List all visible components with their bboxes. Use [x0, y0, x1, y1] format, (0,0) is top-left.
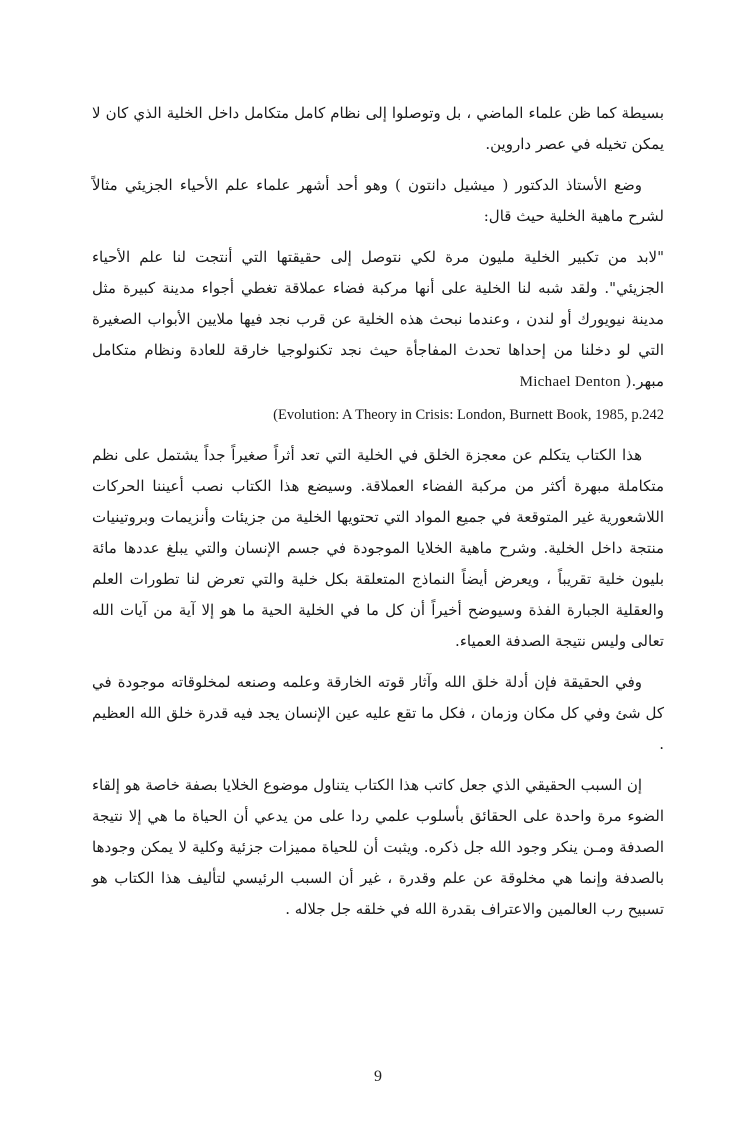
- paragraph-6: إن السبب الحقيقي الذي جعل كاتب هذا الكتاب يتناول موضوع الخلايا بصفة خاصة هو إلقاء الضوء مرة واحدة على الحقائق بأسلوب علمي ردا على من يدعي أن الحياة ما هي إلا نتيجة الصدفة ومـن ينكر وجود الله جل ذكره. ويثبت أن للحياة مميزات جزئية وكلية لا يمكن وجودها بالصدفة وإنما هي مخلوقة عن علم وقدرة ، غير أن السبب الرئيسي لتأليف هذا الكتاب هو تسبيح رب العالمين والاعتراف بقدرة الله في خلقه جل جلاله .: [92, 776, 664, 918]
- citation: (Evolution: A Theory in Crisis: London, Burnett Book, 1985, p.242: [273, 407, 664, 423]
- paragraph-3-quote: [92, 242, 664, 398]
- paragraph-4: هذا الكتاب يتكلم عن معجزة الخلق في الخلية التي تعد أثراً صغيراً جداً يشتمل على نظم متكاملة مبهرة أكثر من مركبة الفضاء العملاقة. وسيضع هذا الكتاب نصب أعيننا الحركات اللاشعورية غير المتوقعة في جميع المواد التي تحتويها الخلية من جزيئات وأنزيمات وبروتينيات منتجة داخل الخلية. وشرح ماهية الخلايا الموجودة في جسم الإنسان والتي يبلغ عددها مائة بليون خلية تقريباً ، ويعرض أيضاً النماذج المتعلقة بكل خلية والتي تعرض لنا تطورات العلم والعقلية الجبارة الفذة وسيوضح أخيراً أن كل ما في الخلية الحية ما هو إلا آية من آيات الله تعالى وليس نتيجة الصدفة العمياء.: [92, 446, 664, 650]
- paragraph-2: وضع الأستاذ الدكتور ( ميشيل دانتون ) وهو أحد أشهر علماء علم الأحياء الجزيئي مثالاً لشرح ماهية الخلية حيث قال:: [92, 176, 664, 225]
- paragraph-5: وفي الحقيقة فإن أدلة خلق الله وآثار قوته الخارقة وعلمه وصنعه لمخلوقاته موجودة في كل شئ وفي كل مكان وزمان ، فكل ما تقع عليه عين الإنسان يجد فيه قدرة خلق الله العظيم .: [92, 673, 664, 753]
- page-number: 9: [374, 1068, 382, 1085]
- page-body: [92, 98, 664, 935]
- quote-text: "لابد من تكبير الخلية مليون مرة لكي نتوصل إلى حقيقتها التي أنتجت لنا علم الأحياء الجزيئي". ولقد شبه لنا الخلية على أنها مركبة فضاء عملاقة تغطي أجواء مدينة كبيرة مثل مدينة نيويورك أو لندن ، وعندما نبحث هذه الخلية عن قرب نجد فيها ملايين الأبواب الصغيرة التي لو دخلنا من إحداها تحدث المفاجأة حيث نجد تكنولوجيا خارقة للعادة ونظام متكامل مبهر.(: [92, 248, 664, 390]
- author-name: Michael Denton: [519, 374, 621, 390]
- paragraph-1: بسيطة كما ظن علماء الماضي ، بل وتوصلوا إلى نظام كامل متكامل داخل الخلية الذي كان لا يمكن تخيله في عصر داروين.: [92, 104, 664, 153]
